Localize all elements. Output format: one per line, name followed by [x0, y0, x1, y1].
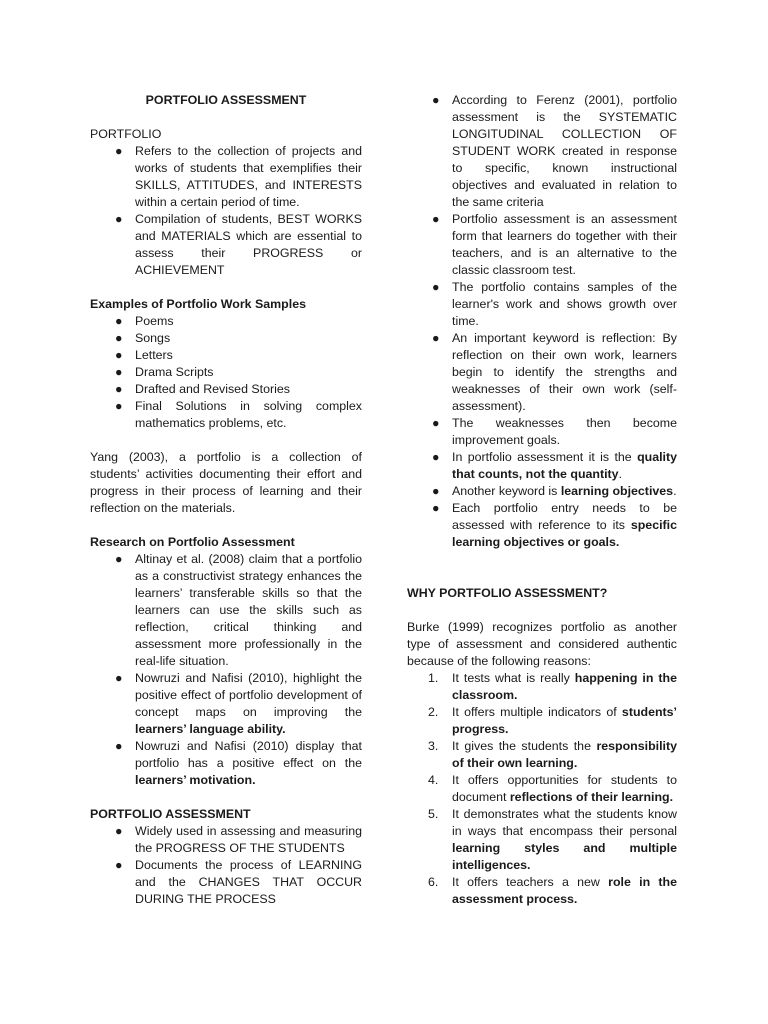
list-item — [90, 857, 362, 908]
item-text: It offers teachers a new — [452, 875, 609, 889]
item-text: According to Ferenz (2001), portfolio assessment is the SYSTEMATIC LONGITUDINAL COLLECTION OF STUDENT WORK created in response to specific, known instructional objectives and evaluated in relation to the same criteria — [452, 93, 677, 209]
list-item — [407, 211, 677, 279]
item-text: It gives the students the — [452, 739, 597, 753]
item-text: Portfolio assessment is an assessment form that learners do together with their teachers, and is an alternative to the classic classroom test. — [452, 212, 677, 277]
item-text: Altinay et al. (2008) claim that a portfolio as a constructivist strategy enhances the learners’ transferable skills so that the learners can use the skills such as reflection, critical thinking and assessment more professionally in the real-life situation. — [135, 552, 362, 668]
right-column — [407, 92, 677, 908]
portfolio-definition-list — [90, 143, 362, 279]
bold-text: learners’ language ability. — [135, 722, 286, 736]
examples-heading: Examples of Portfolio Work Samples — [90, 297, 306, 311]
list-item — [90, 330, 362, 347]
list-number: 5. — [428, 807, 439, 821]
bullet-marker: ● — [432, 331, 440, 345]
bullet-marker: ● — [115, 399, 123, 413]
list-item — [407, 330, 677, 415]
list-item — [90, 670, 362, 738]
item-text: Final Solutions in solving complex mathematics problems, etc. — [135, 399, 362, 430]
item-text: Each portfolio entry needs to be assessed with reference to its — [452, 501, 677, 532]
item-text: Compilation of students, BEST WORKS and MATERIALS which are essential to assess their PROGRESS or ACHIEVEMENT — [135, 212, 362, 277]
numbered-item — [407, 738, 677, 772]
doc-title: PORTFOLIO ASSESSMENT — [145, 93, 307, 107]
list-item — [90, 738, 362, 789]
list-item — [407, 483, 677, 500]
bold-text: students’ progress. — [452, 705, 677, 736]
bullet-marker: ● — [115, 552, 123, 566]
bullet-marker: ● — [432, 93, 440, 107]
item-text: It tests what is really — [452, 671, 575, 685]
bold-text: learners’ motivation. — [135, 773, 256, 787]
research-heading: Research on Portfolio Assessment — [90, 535, 295, 549]
list-item — [90, 381, 362, 398]
list-item — [90, 551, 362, 670]
bullet-marker: ● — [115, 739, 123, 753]
item-text: . — [673, 484, 677, 498]
item-text: Letters — [135, 348, 173, 362]
bullet-marker: ● — [115, 671, 123, 685]
list-number: 6. — [428, 875, 439, 889]
bullet-marker: ● — [115, 824, 123, 838]
examples-list — [90, 313, 362, 432]
item-text: The weaknesses then become improvement goals. — [452, 416, 677, 447]
bold-text: learning styles and multiple intelligences. — [452, 841, 677, 872]
list-item — [90, 143, 362, 211]
list-number: 1. — [428, 671, 439, 685]
reasons-list — [407, 670, 677, 908]
item-text: It demonstrates what the students know in ways that encompass their personal — [452, 807, 677, 838]
research-list — [90, 551, 362, 789]
list-item — [90, 313, 362, 330]
item-text: Nowruzi and Nafisi (2010), highlight the positive effect of portfolio development of concept maps on improving the — [135, 671, 362, 719]
bullet-marker: ● — [115, 144, 123, 158]
bullet-marker: ● — [115, 314, 123, 328]
bullet-marker: ● — [115, 858, 123, 872]
item-text: Refers to the collection of projects and works of students that exemplifies their SKILLS, ATTITUDES, and INTERESTS within a certain period of time. — [135, 144, 362, 209]
bullet-marker: ● — [432, 416, 440, 430]
bullet-marker: ● — [432, 484, 440, 498]
item-text: Songs — [135, 331, 171, 345]
list-number: 2. — [428, 705, 439, 719]
bullet-marker: ● — [115, 382, 123, 396]
list-item — [90, 823, 362, 857]
bullet-marker: ● — [432, 212, 440, 226]
bold-text: role in the assessment process. — [452, 875, 677, 906]
list-number: 4. — [428, 773, 439, 787]
ferenz-bullet-list — [407, 92, 677, 551]
portfolio-assessment-list — [90, 823, 362, 908]
numbered-item — [407, 874, 677, 908]
bold-text: specific learning objectives or goals. — [452, 518, 677, 549]
numbered-item — [407, 670, 677, 704]
list-item — [90, 364, 362, 381]
item-text: It offers opportunities for students to document — [452, 773, 677, 804]
list-item — [90, 211, 362, 279]
item-text: An important keyword is reflection: By reflection on their own work, learners begin to identify the strengths and weaknesses of their own work (self-assessment). — [452, 331, 677, 413]
list-number: 3. — [428, 739, 439, 753]
why-heading: WHY PORTFOLIO ASSESSMENT? — [407, 586, 608, 600]
item-text: The portfolio contains samples of the learner's work and shows growth over time. — [452, 280, 677, 328]
bold-text: quality that counts, not the quantity — [452, 450, 677, 481]
bullet-marker: ● — [432, 280, 440, 294]
list-item — [90, 398, 362, 432]
item-text: Widely used in assessing and measuring the PROGRESS OF THE STUDENTS — [135, 824, 362, 855]
bold-text: responsibility of their own learning. — [452, 739, 677, 770]
yang-paragraph: Yang (2003), a portfolio is a collection of students’ activities documenting their effort and progress in their process of learning and their reflection on the materials. — [90, 450, 362, 515]
bold-text: learning objectives — [560, 484, 674, 498]
item-text: Drama Scripts — [135, 365, 214, 379]
left-column — [90, 92, 362, 908]
bullet-marker: ● — [432, 501, 440, 515]
burke-paragraph: Burke (1999) recognizes portfolio as another type of assessment and considered authentic because of the following reasons: — [407, 620, 677, 668]
list-item — [407, 415, 677, 449]
bullet-marker: ● — [115, 331, 123, 345]
list-item — [407, 500, 677, 551]
item-text: Another keyword is — [452, 484, 561, 498]
portfolio-assessment-heading: PORTFOLIO ASSESSMENT — [90, 807, 251, 821]
bullet-marker: ● — [432, 450, 440, 464]
list-item — [407, 279, 677, 330]
item-text: . — [618, 467, 623, 481]
item-text: In portfolio assessment it is the — [452, 450, 638, 464]
bullet-marker: ● — [115, 365, 123, 379]
bold-text: happening in the classroom. — [452, 671, 677, 702]
item-text: Drafted and Revised Stories — [135, 382, 290, 396]
item-text: It offers multiple indicators of — [452, 705, 622, 719]
item-text: Nowruzi and Nafisi (2010) display that portfolio has a positive effect on the — [135, 739, 362, 770]
item-text: Documents the process of LEARNING and the CHANGES THAT OCCUR DURING THE PROCESS — [135, 858, 362, 906]
numbered-item — [407, 772, 677, 806]
list-item — [90, 347, 362, 364]
bullet-marker: ● — [115, 348, 123, 362]
portfolio-label: PORTFOLIO — [90, 127, 162, 141]
list-item — [407, 449, 677, 483]
item-text: Poems — [135, 314, 174, 328]
bullet-marker: ● — [115, 212, 123, 226]
numbered-item — [407, 704, 677, 738]
bold-text: reflections of their learning. — [509, 790, 674, 804]
numbered-item — [407, 806, 677, 874]
list-item — [407, 92, 677, 211]
